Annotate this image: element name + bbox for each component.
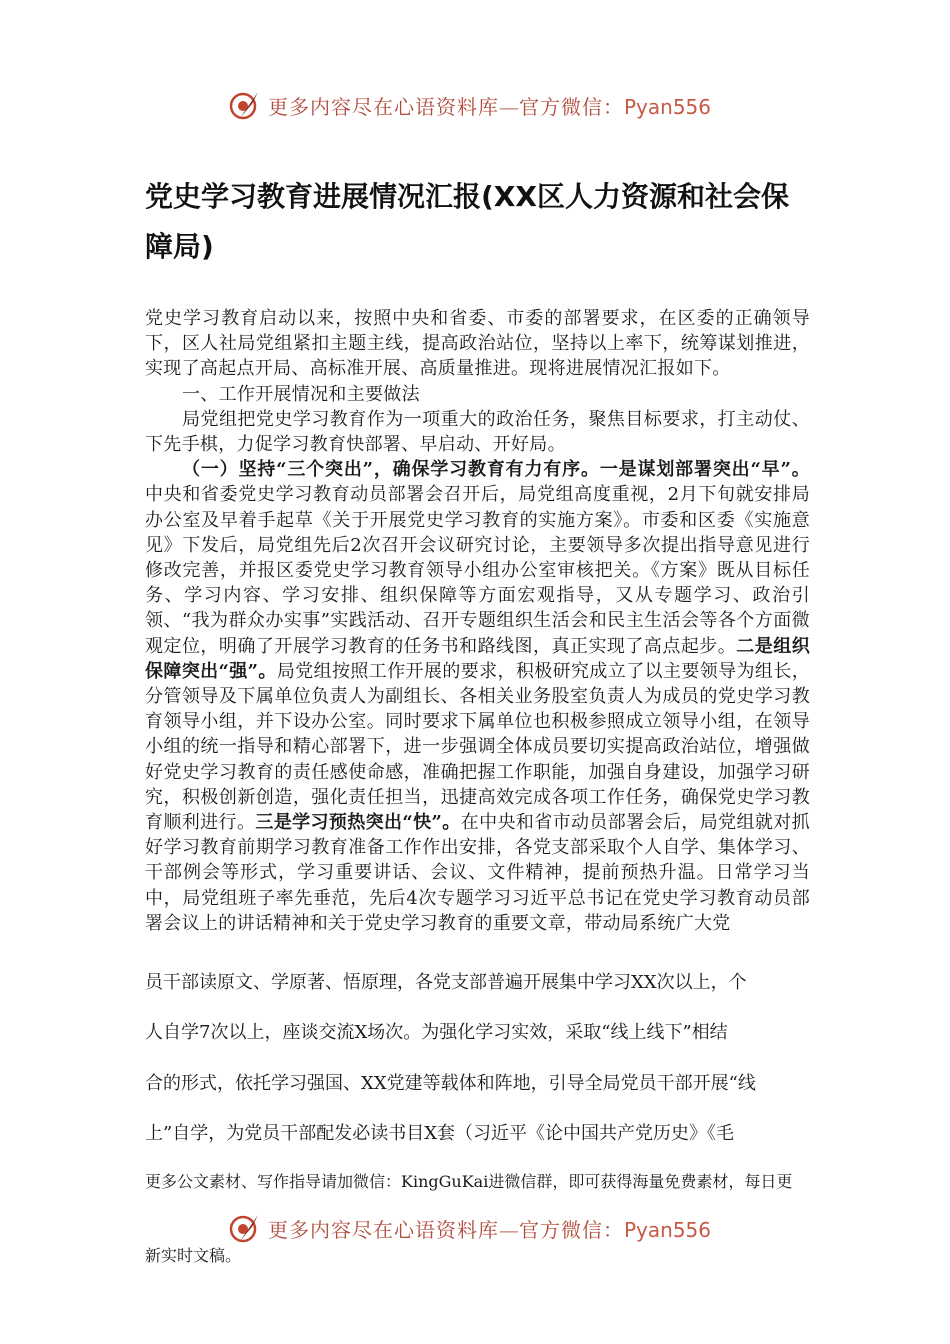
document-title: 党史学习教育进展情况汇报(XX区人力资源和社会保障局) <box>145 180 789 263</box>
footer-note-tail: 新实时文稿。 <box>145 1246 242 1265</box>
section-heading: 一、工作开展情况和主要做法 <box>182 383 420 405</box>
sub-section-heading: （一）坚持“三个突出”，确保学习教育有力有序。 <box>182 459 600 481</box>
footer-note: 更多公文素材、写作指导请加微信：KingGuKai进微信群，即可获得海量免费素材，每日更 <box>145 1172 793 1191</box>
body-line: 员干部读原文、学原著、悟原理，各党支部普遍开展集中学习XX次以上，个 <box>145 972 747 993</box>
document-body <box>145 306 810 936</box>
quill-logo-icon <box>228 88 262 122</box>
point3-heading: 三是学习预热突出“快”。 <box>255 812 461 834</box>
intro-paragraph: 党史学习教育启动以来，按照中央和省委、市委的部署要求，在区委的正确领导下，区人社局党组紧扣主题主线，提高政治站位，坚持以上率下，统筹谋划推进，实现了高起点开局、高标准开展、高质量推进。现将进展情况汇报如下。 <box>145 308 810 380</box>
body-line: 上”自学，为党员干部配发必读书目X套（习近平《论中国共产党历史》《毛 <box>145 1123 735 1144</box>
point2-text: 局党组按照工作开展的要求，积极研究成立了以主要领导为组长，分管领导及下属单位负责人为副组长、各相关业务股室负责人为成员的党史学习教育领导小组，并下设办公室。同时要求下属单位也积极参照成立领导小组，在领导小组的统一指导和精心部署下，进一步强调全体成员要切实提高政治站位，增强做好党史学习教育的责任感使命感，准确把握工作职能，加强自身建设，加强学习研究，积极创新创造，强化责任担当，迅捷高效完成各项工作任务，确保党史学习教育顺利进行。 <box>145 660 811 834</box>
banner-text: 更多内容尽在心语资料库—官方微信：Pyan556 <box>268 94 712 119</box>
banner-text: 更多内容尽在心语资料库—官方微信：Pyan556 <box>268 1217 712 1242</box>
point1-text: 中央和省委党史学习教育动员部署会召开后，局党组高度重视，2月下旬就安排局办公室及早着手起草《关于开展党史学习教育的实施方案》。市委和区委《实施意见》下发后，局党组先后2次召开会议研究讨论，主要领导多次提出指导意见进行修改完善，并报区委党史学习教育领导小组办公室审核把关。《方案》既从目标任务、学习内容、学习安排、组织保障等方面宏观指导，又从专题学习、政治引领、“我为群众办实事”实践活动、召开专题组织生活会和民主生活会等各个方面微观定位，明确了开展学习教育的任务书和路线图，真正实现了高点起步。 <box>145 484 810 657</box>
point1-heading: 一是谋划部署突出“早”。 <box>599 459 810 481</box>
body-line: 合的形式，依托学习强国、XX党建等载体和阵地，引导全局党员干部开展“线 <box>145 1073 756 1094</box>
sub-section-paragraph <box>145 457 810 936</box>
body-line: 人自学7次以上，座谈交流X场次。为强化学习实效，采取“线上线下”相结 <box>145 1022 728 1043</box>
quill-logo-icon <box>228 1211 262 1245</box>
point3-text: 在中央和省市动员部署会后，局党组就对抓好学习教育前期学习教育准备工作作出安排，各党支部采取个人自学、集体学习、干部例会等形式，学习重要讲话、会议、文件精神，提前预热升温。日常学习当中，局党组班子率先垂范，先后4次专题学习习近平总书记在党史学习教育动员部署会议上的讲话精神和关于党史学习教育的重要文章，带动局系统广大党 <box>145 812 810 934</box>
bottom-watermark-banner <box>228 1211 711 1245</box>
top-watermark-banner <box>228 88 711 122</box>
section-lead-paragraph: 局党组把党史学习教育作为一项重大的政治任务，聚焦目标要求，打主动仗、下先手棋，力促学习教育快部署、早启动、开好局。 <box>145 408 810 456</box>
point2-heading: 二是组织保障突出“强”。 <box>145 635 810 682</box>
